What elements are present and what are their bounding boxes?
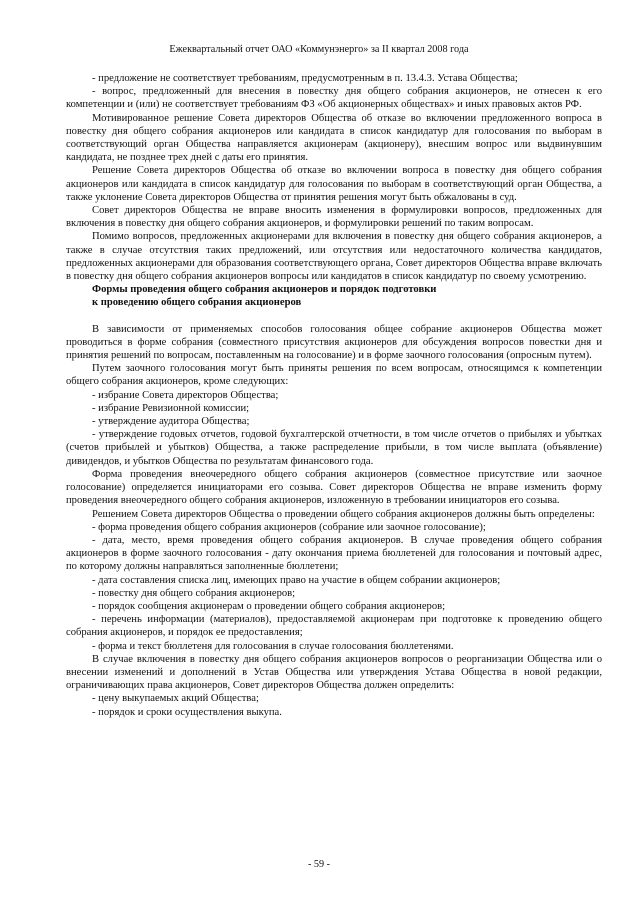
list-item: - избрание Ревизионной комиссии; (92, 402, 250, 414)
list-item: - форма проведения общего собрания акционеров (собрание или заочное голосование); (92, 521, 486, 533)
list-item: - цену выкупаемых акций Общества; (92, 693, 259, 705)
list-item: - повестку дня общего собрания акционеров; (92, 587, 296, 599)
list-item: - дата, место, время проведения общего собрания акционеров. В случае проведения общего собрания акционеров в форме заочного голосования - дату окончания приема бюллетеней для голосования и почтовый адрес, по которому должны направляться заполненные бюллетени; (66, 534, 602, 573)
paragraph: - вопрос, предложенный для внесения в повестку дня общего собрания акционеров, не отнесен к его компетенции и (или) не соответствует требованиям ФЗ «Об акционерных обществах» и иных правовых актов РФ. (66, 86, 602, 111)
document-body (66, 72, 602, 719)
paragraph: - предложение не соответствует требованиям, предусмотренным в п. 13.4.3. Устава Общества; (92, 73, 518, 84)
paragraph: Решение Совета директоров Общества об отказе во включении вопроса в повестку дня общего собрания акционеров или кандидата в список кандидатур для голосования по выборам в соответствующий орган Общества, а также уклонение Совета директоров Общества от принятия решения могут быть обжалованы в суд. (66, 165, 602, 203)
paragraph: Решением Совета директоров Общества о проведении общего собрания акционеров должны быть определены: (92, 508, 595, 520)
spacer (66, 310, 602, 323)
section-heading-line-2: к проведению общего собрания акционеров (92, 297, 302, 309)
list-item: - порядок и сроки осуществления выкупа. (92, 706, 282, 718)
list-item: - избрание Совета директоров Общества; (92, 389, 279, 401)
list-item: - форма и текст бюллетеня для голосования в случае голосования бюллетенями. (92, 640, 454, 652)
list-item: - перечень информации (материалов), предоставляемой акционерам при подготовке к проведению общего собрания акционеров, и порядок ее предоставления; (66, 614, 602, 639)
paragraph: В случае включения в повестку дня общего собрания акционеров вопросов о реорганизации Общества или о внесении изменений и дополнений в Устав Общества или утверждения Устава Общества в новой редакции, ограничивающих права акционеров, Совет директоров Общества должен определить: (66, 653, 602, 692)
paragraph: Совет директоров Общества не вправе вносить изменения в формулировки вопросов, предложенных для включения в повестку дня общего собрания акционеров, и формулировки решений по таким вопросам. (66, 205, 602, 230)
page-number: - 59 - (307, 859, 331, 870)
list-item: - утверждение годовых отчетов, годовой бухгалтерской отчетности, в том числе отчетов о прибылях и убытках (счетов прибылей и убытков) Общества, а также распределение прибыли, в том числе выплата (объявление) дивидендов, и убытков Общества по результатам финансового года. (66, 429, 602, 467)
section-heading-line-1: Формы проведения общего собрания акционеров и порядок подготовки (92, 284, 437, 296)
list-item: - порядок сообщения акционерам о проведении общего собрания акционеров; (92, 600, 446, 612)
paragraph: Мотивированное решение Совета директоров Общества об отказе во включении предложенного вопроса в повестку дня общего собрания акционеров или кандидата в список кандидатур для голосования по выборам в соответствующий орган Общества направляется акционерам (акционеру), внесшим вопрос или выдвинувшим кандидата, не позднее трех дней с даты его принятия. (66, 112, 602, 164)
paragraph: Путем заочного голосования могут быть приняты решения по всем вопросам, относящимся к компетенции общего собрания акционеров, кроме следующих: (66, 363, 602, 388)
list-item: - утверждение аудитора Общества; (92, 416, 250, 428)
page-header: Ежеквартальный отчет ОАО «Коммунэнерго» за II квартал 2008 года (169, 44, 469, 55)
paragraph: Помимо вопросов, предложенных акционерами для включения в повестку дня общего собрания акционеров, а также в случае отсутствия таких предложений, или отсутствия или недостаточного количества кандидатов, предложенных акционерами для образования соответствующего органа, Совет директоров Общества вправе включать в повестку дня общего собрания акционеров вопросы или кандидатов в список кандидатур по своему усмотрению. (66, 231, 602, 283)
list-item: - дата составления списка лиц, имеющих право на участие в общем собрании акционеров; (92, 574, 501, 586)
paragraph: В зависимости от применяемых способов голосования общее собрание акционеров Общества может проводиться в форме собрания (совместного присутствия акционеров для обсуждения вопросов повестки дня и принятия решений по вопросам, поставленным на голосование) и в форме заочного голосования (опросным путем). (66, 323, 602, 362)
paragraph: Форма проведения внеочередного общего собрания акционеров (совместное присутствие или заочное голосование) определяется инициаторами его созыва. Совет директоров Общества не вправе изменить форму проведения внеочередного общего собрания акционеров, изложенную в требовании инициаторов его созыва. (66, 468, 602, 507)
